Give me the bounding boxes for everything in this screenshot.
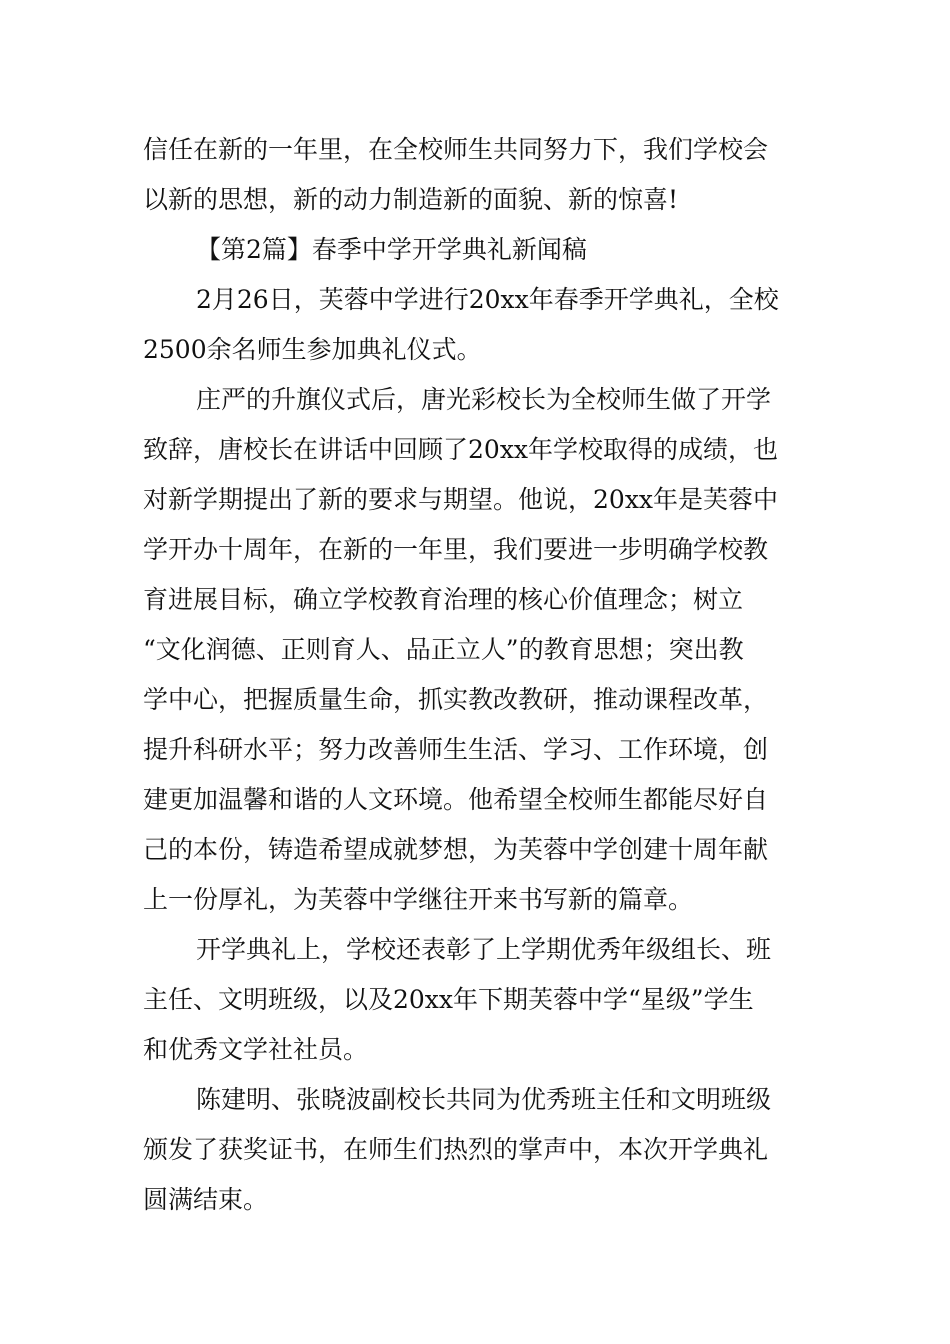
paragraph-start: 庄严的升旗仪式后，唐光彩校长为全校师生做了开学 [196, 385, 772, 414]
text-line: 颁发了获奖证书，在师生们热烈的掌声中，本次开学典礼 [143, 1135, 769, 1164]
paragraph-start: 2月26日，芙蓉中学进行20xx年春季开学典礼，全校 [196, 285, 779, 314]
text-line: 学开办十周年，在新的一年里，我们要进一步明确学校教 [143, 535, 769, 564]
text-line: 和优秀文学社社员。 [143, 1035, 369, 1064]
text-line: 上一份厚礼，为芙蓉中学继往开来书写新的篇章。 [143, 885, 694, 914]
paragraph-start: 开学典礼上，学校还表彰了上学期优秀年级组长、班 [196, 935, 772, 964]
text-line: 对新学期提出了新的要求与期望。他说，20xx年是芙蓉中 [143, 485, 779, 514]
text-line: “文化润德、正则育人、品正立人”的教育思想；突出教 [143, 635, 744, 664]
text-line: 致辞，唐校长在讲话中回顾了20xx年学校取得的成绩，也 [143, 435, 779, 464]
text-line: 育进展目标，确立学校教育治理的核心价值理念；树立 [143, 585, 744, 614]
text-line: 主任、文明班级，以及20xx年下期芙蓉中学“星级”学生 [143, 985, 754, 1014]
text-line: 学中心，把握质量生命，抓实教改教研，推动课程改革， [143, 685, 769, 714]
text-line: 建更加温馨和谐的人文环境。他希望全校师生都能尽好自 [143, 785, 769, 814]
section-heading: 【第2篇】春季中学开学典礼新闻稿 [196, 235, 587, 264]
text-line: 信任在新的一年里，在全校师生共同努力下，我们学校会 [143, 135, 769, 164]
text-line: 提升科研水平；努力改善师生生活、学习、工作环境，创 [143, 735, 769, 764]
text-line: 圆满结束。 [143, 1185, 269, 1214]
text-line: 2500余名师生参加典礼仪式。 [143, 335, 482, 364]
text-line: 以新的思想，新的动力制造新的面貌、新的惊喜! [143, 185, 679, 214]
paragraph-start: 陈建明、张晓波副校长共同为优秀班主任和文明班级 [196, 1085, 772, 1114]
text-line: 己的本份，铸造希望成就梦想，为芙蓉中学创建十周年献 [143, 835, 769, 864]
